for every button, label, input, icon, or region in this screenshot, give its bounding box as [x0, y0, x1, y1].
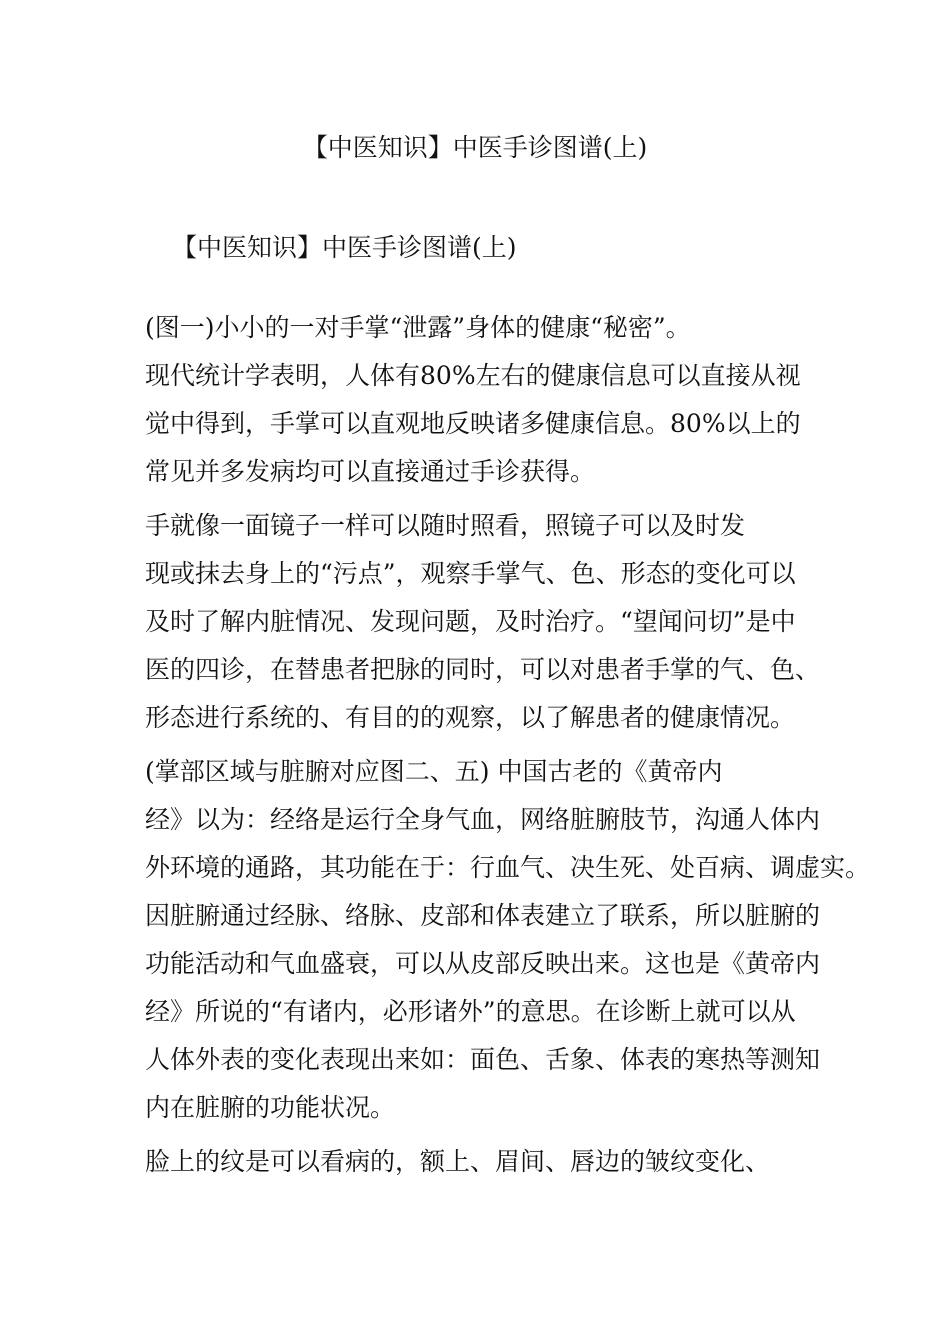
body-line: (掌部区域与脏腑对应图二、五) 中国古老的《黄帝内: [145, 757, 723, 786]
body-line: 常见并多发病均可以直接通过手诊获得。: [145, 457, 596, 486]
body-line: 内在脏腑的功能状况。: [145, 1093, 396, 1122]
body-line: 形态进行系统的、有目的的观察，以了解患者的健康情况。: [145, 703, 796, 732]
body-line: 外环境的通路，其功能在于：行血气、决生死、处百病、调虚实。: [145, 853, 871, 882]
body-line: 现或抹去身上的“污点”，观察手掌气、色、形态的变化可以: [145, 559, 796, 588]
body-line: 及时了解内脏情况、发现问题，及时治疗。“望闻问切”是中: [145, 607, 796, 636]
document-subtitle: 【中医知识】中医手诊图谱(上): [172, 233, 517, 262]
body-line: 觉中得到，手掌可以直观地反映诸多健康信息。80%以上的: [145, 409, 801, 438]
body-line: 人体外表的变化表现出来如：面色、舌象、体表的寒热等测知: [145, 1045, 821, 1074]
body-line: 脸上的纹是可以看病的，额上、眉间、唇边的皱纹变化、: [145, 1147, 771, 1176]
body-line: 手就像一面镜子一样可以随时照看，照镜子可以及时发: [145, 511, 746, 540]
body-line: 经》以为：经络是运行全身气血，网络脏腑肢节，沟通人体内: [145, 805, 821, 834]
body-line: 功能活动和气血盛衰，可以从皮部反映出来。这也是《黄帝内: [145, 949, 821, 978]
body-line: (图一)小小的一对手掌“泄露”身体的健康“秘密”。: [145, 313, 691, 342]
body-line: 经》所说的“有诸内，必形诸外”的意思。在诊断上就可以从: [145, 997, 796, 1026]
document-title: 【中医知识】中医手诊图谱(上): [302, 133, 648, 162]
body-line: 因脏腑通过经脉、络脉、皮部和体表建立了联系，所以脏腑的: [145, 901, 821, 930]
body-line: 现代统计学表明，人体有80%左右的健康信息可以直接从视: [145, 361, 801, 390]
body-line: 医的四诊，在替患者把脉的同时，可以对患者手掌的气、色、: [145, 655, 821, 684]
